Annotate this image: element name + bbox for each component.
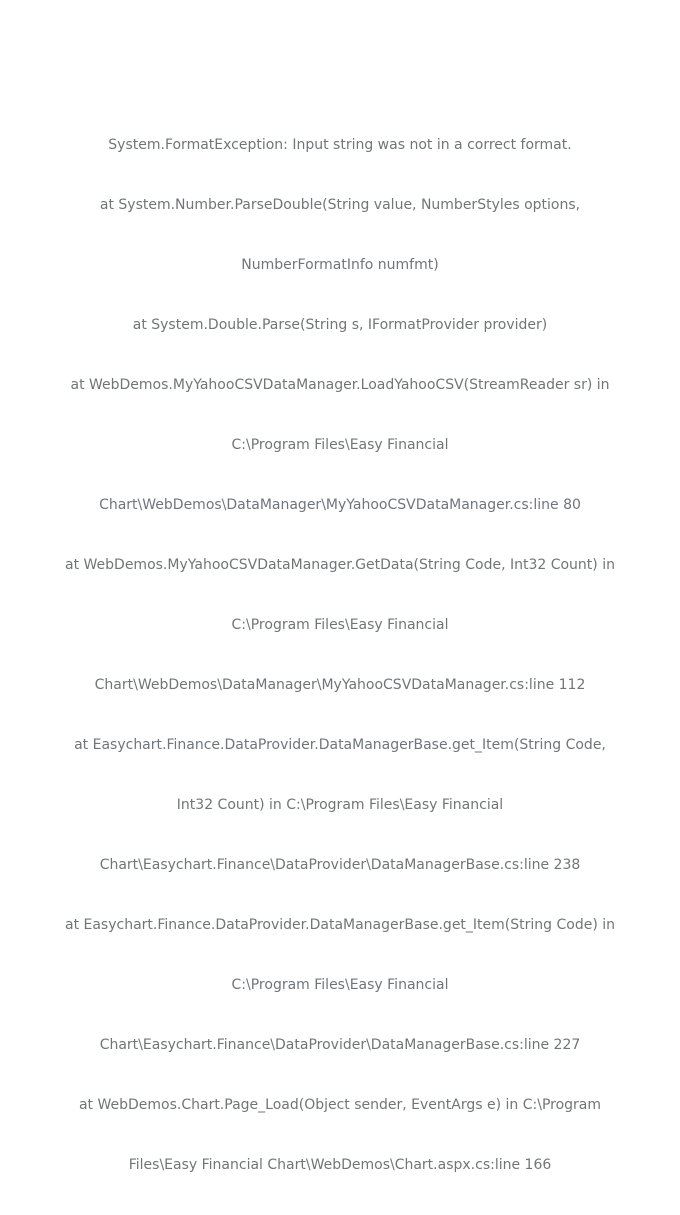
stack-trace-line: at WebDemos.MyYahooCSVDataManager.GetData(String Code, Int32 Count) in: [65, 557, 615, 573]
stack-trace-line: Chart\WebDemos\DataManager\MyYahooCSVDataManager.cs:line 80: [99, 497, 581, 513]
stack-trace-line: C:\Program Files\Easy Financial: [231, 437, 449, 453]
stack-trace-line: at System.Number.ParseDouble(String value, NumberStyles options,: [99, 197, 581, 213]
stack-trace-line: Chart\Easychart.Finance\DataProvider\DataManagerBase.cs:line 227: [99, 1037, 581, 1053]
stack-trace-line: at System.Double.Parse(String s, IFormatProvider provider): [132, 317, 548, 333]
stack-trace-line: at Easychart.Finance.DataProvider.DataManagerBase.get_Item(String Code,: [74, 737, 606, 753]
stack-trace-line: Int32 Count) in C:\Program Files\Easy Financial: [176, 797, 504, 813]
stack-trace-line: NumberFormatInfo numfmt): [241, 257, 439, 273]
stack-trace-line: at WebDemos.MyYahooCSVDataManager.LoadYahooCSV(StreamReader sr) in: [70, 377, 610, 393]
stack-trace-line: Chart\Easychart.Finance\DataProvider\DataManagerBase.cs:line 238: [99, 857, 581, 873]
stack-trace-line-exception-message: System.FormatException: Input string was not in a correct format.: [108, 137, 572, 153]
stack-trace-line: Chart\WebDemos\DataManager\MyYahooCSVDataManager.cs:line 112: [94, 677, 586, 693]
stack-trace-line: C:\Program Files\Easy Financial: [231, 617, 449, 633]
stack-trace-line: C:\Program Files\Easy Financial: [231, 977, 449, 993]
stack-trace: [0, 95, 680, 1215]
stack-trace-line: at WebDemos.Chart.Page_Load(Object sender, EventArgs e) in C:\Program: [78, 1097, 602, 1113]
stack-trace-line: at Easychart.Finance.DataProvider.DataManagerBase.get_Item(String Code) in: [64, 917, 615, 933]
stack-trace-line: Files\Easy Financial Chart\WebDemos\Chart.aspx.cs:line 166: [128, 1157, 552, 1173]
